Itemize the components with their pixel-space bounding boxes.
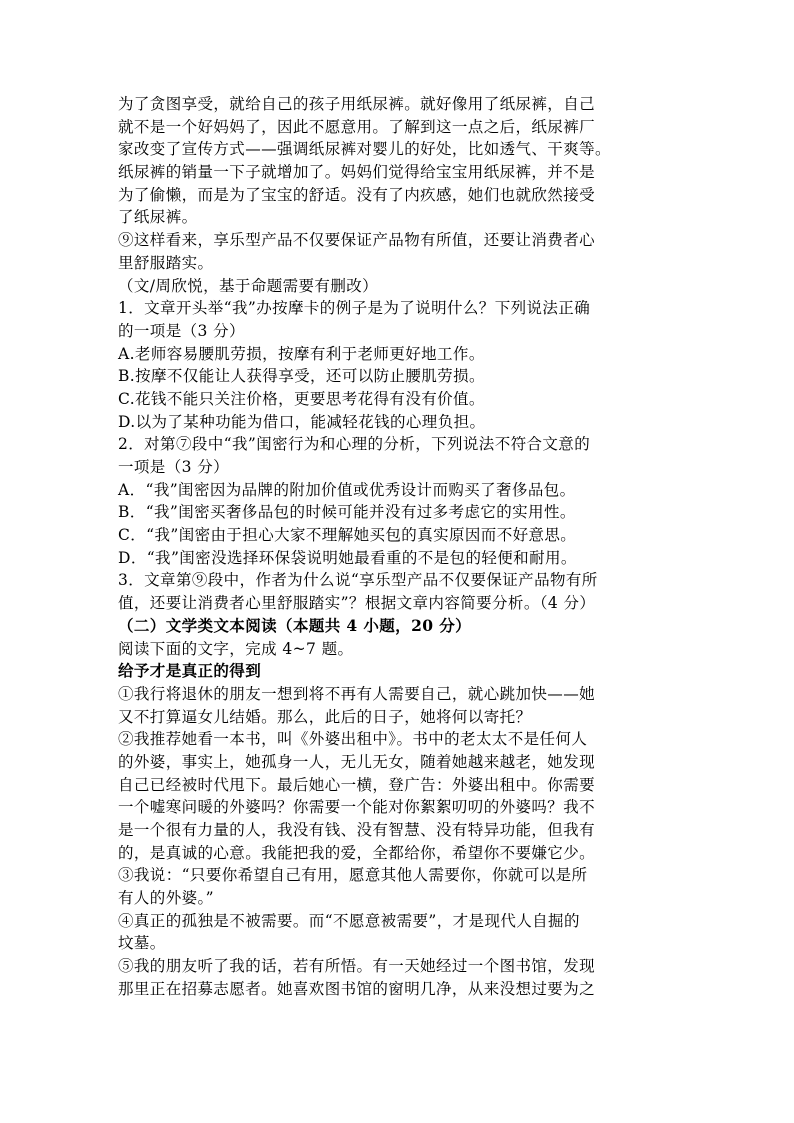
- text-line: 是一个很有力量的人，我没有钱、没有智慧、没有特异功能，但我有: [118, 821, 596, 839]
- text-line: ③我说：“只要你希望自己有用，愿意其他人需要你，你就可以是所: [118, 866, 588, 885]
- text-line: D．“我”闺密没选择环保袋说明她最看重的不是包的轻便和耐用。: [118, 548, 577, 567]
- text-line: A．“我”闺密因为品牌的附加价值或优秀设计而购买了奢侈品包。: [118, 480, 576, 499]
- text-line: 就不是一个好妈妈了，因此不愿意用。了解到这一点之后，纸尿裤厂: [118, 117, 596, 136]
- text-line: B.按摩不仅能让人获得享受，还可以防止腰肌劳损。: [118, 367, 485, 386]
- text-line: 里舒服踏实。: [118, 253, 214, 272]
- text-line: 坟墓。: [118, 934, 166, 953]
- text-line: 1．文章开头举“我”办按摩卡的例子是为了说明什么？下列说法正确: [118, 299, 591, 318]
- text-line: ①我行将退休的朋友一想到将不再有人需要自己，就心跳加快——她: [118, 684, 596, 703]
- text-line: C．“我”闺密由于担心大家不理解她买包的真实原因而不好意思。: [118, 526, 577, 545]
- text-line: （文/周欣悦，基于命题需要有删改）: [118, 276, 379, 295]
- text-line: A.老师容易腰肌劳损，按摩有利于老师更好地工作。: [118, 344, 485, 363]
- text-line: 有人的外婆。”: [118, 889, 214, 908]
- document-page: [118, 93, 688, 1001]
- text-line: 一个嘘寒问暖的外婆吗？你需要一个能对你絮絮叨叨的外婆吗？我不: [118, 798, 596, 817]
- text-line: 为了偷懒，而是为了宝宝的舒适。没有了内疚感，她们也就欣然接受: [118, 185, 596, 204]
- text-line: 一项是（3 分）: [118, 458, 229, 476]
- text-line: 阅读下面的文字，完成 4~7 题。: [118, 639, 354, 658]
- text-line: 了纸尿裤。: [118, 208, 198, 227]
- text-line: B．“我”闺密买奢侈品包的时候可能并没有过多考虑它的实用性。: [118, 503, 576, 522]
- text-line: 的外婆，事实上，她孤身一人，无儿无女，随着她越来越老，她发现: [118, 752, 596, 771]
- text-line: ⑨这样看来，享乐型产品不仅要保证产品物有所值，还要让消费者心: [118, 231, 596, 250]
- text-line: D.以为了某种功能为借口，能减轻花钱的心理负担。: [118, 412, 486, 431]
- text-line: 为了贪图享受，就给自己的孩子用纸尿裤。就好像用了纸尿裤，自己: [118, 95, 596, 113]
- text-line: 的，是真诚的心意。我能把我的爱，全都给你，希望你不要嫌它少。: [118, 843, 596, 862]
- article-title: 给予才是真正的得到: [118, 661, 262, 681]
- text-line: 家改变了宣传方式——强调纸尿裤对婴儿的好处，比如透气、干爽等。: [118, 140, 611, 159]
- text-line: ②我推荐她看一本书，叫《外婆出租中》。书中的老太太不是任何人: [118, 730, 588, 749]
- text-line: 2．对第⑦段中“我”闺密行为和心理的分析，下列说法不符合文意的: [118, 435, 591, 454]
- section-heading: （二）文学类文本阅读（本题共 4 小题，20 分）: [118, 615, 472, 635]
- text-line: ④真正的孤独是不被需要。而“不愿意被需要”，才是现代人自掘的: [118, 911, 580, 930]
- text-line: ⑤我的朋友听了我的话，若有所悟。有一天她经过一个图书馆，发现: [118, 957, 596, 976]
- text-line: 又不打算逼女儿结婚。那么，此后的日子，她将何以寄托？: [118, 707, 532, 726]
- text-line: 值，还要让消费者心里舒服踏实”？根据文章内容简要分析。（4 分）: [118, 594, 596, 613]
- text-line: 3．文章第⑨段中，作者为什么说“享乐型产品不仅要保证产品物有所: [118, 571, 598, 590]
- text-line: 那里正在招募志愿者。她喜欢图书馆的窗明几净，从来没想过要为之: [118, 979, 596, 998]
- text-line: 的一项是（3 分）: [118, 321, 245, 340]
- text-line: 纸尿裤的销量一下子就增加了。妈妈们觉得给宝宝用纸尿裤，并不是: [118, 163, 596, 182]
- text-line: C.花钱不能只关注价格，更要思考花得有没有价值。: [118, 389, 485, 408]
- text-line: 自己已经被时代甩下。最后她心一横，登广告：外婆出租中。你需要: [118, 775, 596, 794]
